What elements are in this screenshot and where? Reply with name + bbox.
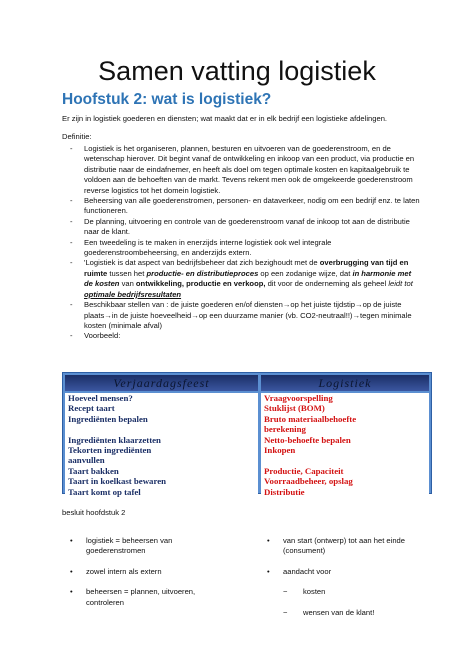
cell-logistics: Distributie xyxy=(261,487,429,497)
cell-party: Taart komt op tafel xyxy=(65,487,258,497)
conclusion-right-list xyxy=(267,536,427,628)
list-item xyxy=(62,196,422,217)
table-row xyxy=(65,455,429,465)
cell-logistics: Netto-behoefte bepalen xyxy=(261,435,429,445)
cell-party: Ingrediënten klaarzetten xyxy=(65,435,258,445)
emphasis: leidt tot xyxy=(388,279,413,289)
sub-item xyxy=(267,587,427,597)
list-item xyxy=(62,144,422,196)
list-item xyxy=(70,567,210,577)
table-row xyxy=(65,435,429,445)
list-item xyxy=(62,300,422,331)
list-item-text: van start (ontwerp) tot aan het einde (consument) xyxy=(283,536,405,556)
example-table xyxy=(62,372,432,497)
table-row xyxy=(65,445,429,455)
bullet-icon: • xyxy=(267,566,270,576)
cell-logistics: Bruto materiaalbehoefte xyxy=(261,414,429,424)
list-item xyxy=(62,217,422,238)
page-title: Samen vatting logistiek xyxy=(98,56,376,86)
cell-logistics: berekening xyxy=(261,424,429,434)
list-item xyxy=(62,258,422,300)
conclusion-title: besluit hoofdstuk 2 xyxy=(62,508,126,517)
emphasis: productie- en distributieproces xyxy=(146,268,259,278)
list-item xyxy=(62,238,422,259)
emphasis: overbrugging van tijd en ruimte xyxy=(84,258,409,278)
list-item xyxy=(70,587,210,608)
definition-label: Definitie: xyxy=(62,132,92,141)
sub-item xyxy=(267,608,427,618)
cell-logistics: Vraagvoorspelling xyxy=(261,393,429,403)
chapter-heading: Hoofstuk 2: wat is logistiek? xyxy=(62,91,272,108)
cell-party: aanvullen xyxy=(65,455,258,465)
list-item-text: kosten xyxy=(303,587,326,597)
definition-text: van xyxy=(119,279,136,289)
cell-logistics: Stuklijst (BOM) xyxy=(261,403,429,413)
definition-text: Voorbeeld: xyxy=(84,331,121,341)
definition-text: Beheersing van alle goederenstromen, personen- en dataverkeer, nodig om een bedrijf enz. te laten functioneren. xyxy=(84,196,420,216)
list-item-text: wensen van de klant! xyxy=(303,607,375,617)
cell-logistics: Voorraadbeheer, opslag xyxy=(261,476,429,486)
list-item xyxy=(267,567,427,577)
cell-logistics: Productie, Capaciteit xyxy=(261,466,429,476)
table-row xyxy=(65,476,429,486)
list-item xyxy=(62,331,422,341)
cell-party: Taart bakken xyxy=(65,466,258,476)
bullet-icon: • xyxy=(70,587,73,597)
bullet-icon: • xyxy=(70,566,73,576)
table-row xyxy=(65,487,429,497)
definition-text: op een zodanige wijze, dat xyxy=(258,268,353,278)
emphasis: optimale bedrijfsresultaten xyxy=(84,289,182,299)
table-row xyxy=(65,393,429,403)
cell-party xyxy=(65,424,258,434)
table-row xyxy=(65,414,429,424)
dash-icon: − xyxy=(283,587,288,597)
dash-icon: − xyxy=(283,607,288,617)
cell-logistics xyxy=(261,455,429,465)
cell-party: Recept taart xyxy=(65,403,258,413)
definition-text: De planning, uitvoering en controle van de goederenstroom vanaf de inkoop tot aan de distributie naar de klant. xyxy=(84,216,410,237)
definition-text: Beschikbaar stellen van : de juiste goederen en/of diensten→op het juiste tijdstip→op de juiste plaats→in de juiste hoeveelheid→op een duurzame manier (vb. CO2-neutraal!!)→tegen minimale kosten (minimale afval) xyxy=(84,300,412,330)
emphasis: ontwikkeling, productie en verkoop, xyxy=(135,279,266,289)
definition-text: Logistiek is het organiseren, plannen, besturen en uitvoeren van de goederenstroom, en de wetenschap hierover. Dit begint vanaf de ontwikkeling en inkoop van een product, via productie en distributie naar de eindafnemer, en heeft als doel om tegen optimale kosten en kapitaalgebruik te voldoen aan de behoeften van de markt. Tevens rekent men ook de omgekeerde goederenstroom reverse logistics tot het domein logistiek. xyxy=(84,144,415,195)
definition-text: Een tweedeling is te maken in enerzijds interne logistiek ook wel integrale goederenstroombeheersing, en anderzijds extern. xyxy=(84,237,332,258)
cell-party: Hoeveel mensen? xyxy=(65,393,258,403)
definition-text: dit voor de onderneming als geheel xyxy=(265,279,389,289)
list-item-text: beheersen = plannen, uitvoeren, controleren xyxy=(86,587,196,607)
cell-logistics: Inkopen xyxy=(261,445,429,455)
definition-text: tussen het xyxy=(107,268,147,278)
table-row xyxy=(65,424,429,434)
emphasis: in harmonie met de kosten xyxy=(84,268,412,289)
bullet-icon: • xyxy=(70,536,73,545)
cell-party: Taart in koelkast bewaren xyxy=(65,476,258,486)
list-item-text: logistiek = beheersen van goederenstromen xyxy=(86,536,173,556)
intro-text: Er zijn in logistiek goederen en diensten; wat maakt dat er in elk bedrijf een logistieke afdelingen. xyxy=(62,114,388,123)
list-item-text: zowel intern als extern xyxy=(86,566,162,576)
list-item xyxy=(267,536,427,557)
header-right: Logistiek xyxy=(261,375,429,391)
table-row xyxy=(65,403,429,413)
list-item-text: aandacht voor xyxy=(283,566,332,576)
definition-list xyxy=(62,144,422,342)
conclusion-left-list xyxy=(70,536,210,618)
cell-party: Tekorten ingrediënten xyxy=(65,445,258,455)
bullet-icon: • xyxy=(267,536,270,545)
table-row xyxy=(65,466,429,476)
list-item xyxy=(70,536,210,557)
header-left: Verjaardagsfeest xyxy=(65,375,258,391)
table-header xyxy=(65,375,429,391)
cell-party: Ingrediënten bepalen xyxy=(65,414,258,424)
definition-text: 'Logistiek is dat aspect van bedrijfsbeheer dat zich bezighoudt met de xyxy=(84,258,320,268)
